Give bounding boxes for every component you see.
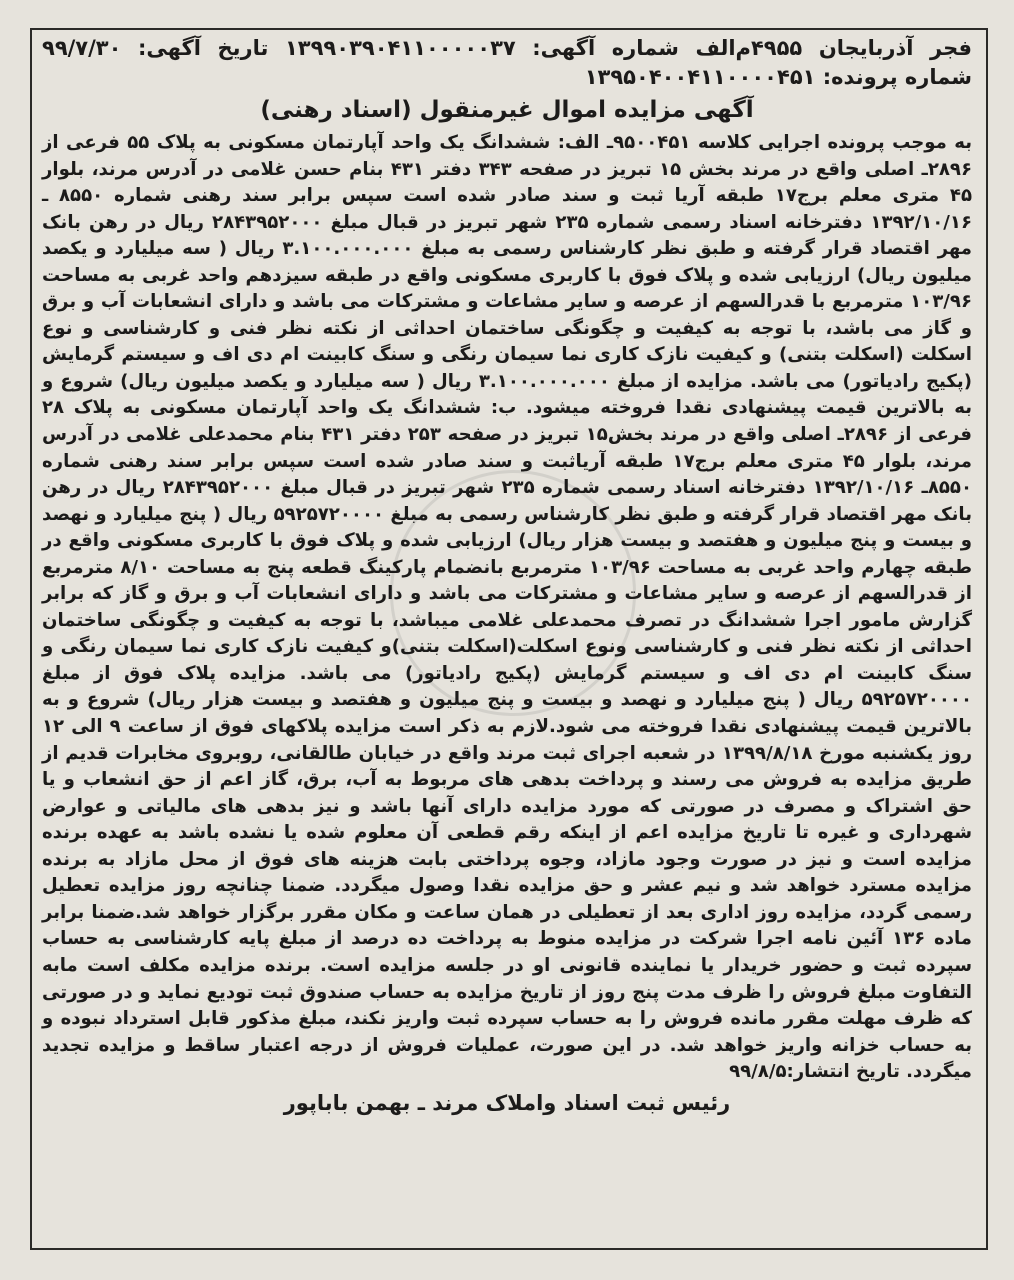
notice-title: آگهی مزایده اموال غیرمنقول (اسناد رهنی) [260, 97, 754, 123]
notice-body: به موجب پرونده اجرایی کلاسه ۹۵۰۰۴۵۱ـ الف: ششدانگ یک واحد آپارتمان مسکونی به پلاک ۵۵ فرعی از ۲۸۹۶ـ اصلی واقع در مرند بخش ۱۵ تبریز در صفحه ۳۴۳ دفتر ۴۳۱ بنام حسن غلامی در آدرس مرند، بلوار ۴۵ متری معلم برج۱۷ طبقه آریا ثبت و سند صادر شده است سپس برابر سند رهنی شماره ۸۵۵۰ ـ ۱۳۹۲/۱۰/۱۶ دفترخانه اسناد رسمی شماره ۲۳۵ شهر تبریز در قبال مبلغ ۲۸۴۳۹۵۲۰۰۰ ریال در رهن بانک مهر اقتصاد قرار گرفته و طبق نظر کارشناس رسمی به مبلغ ۳.۱۰۰.۰۰۰.۰۰۰ ریال ( سه میلیارد و یکصد میلیون ریال) ارزیابی شده و پلاک فوق با کاربری مسکونی واقع در طبقه سیزدهم واحد غربی به مساحت ۱۰۳/۹۶ مترمربع با قدرالسهم از عرصه و سایر مشاعات و مشترکات می باشد و دارای انشعابات آب و برق و گاز می باشد، با توجه به کیفیت و چگونگی ساختمان احداثی از نکته نظر فنی و کارشناسی و نوع اسکلت (اسکلت بتنی) و کیفیت نازک کاری نما سیمان رنگی و سنگ کابینت ام دی اف و سیستم گرمایش (پکیج رادیاتور) می باشد. مزایده از مبلغ ۳.۱۰۰.۰۰۰.۰۰۰ ریال ( سه میلیارد و یکصد میلیون ریال) شروع و به بالاترین قیمت پیشنهادی نقدا فروخته میشود. ب: ششدانگ یک واحد آپارتمان مسکونی به پلاک ۲۸ فرعی از ۲۸۹۶ـ اصلی واقع در مرند بخش۱۵ تبریز در صفحه ۲۵۳ دفتر ۴۳۱ بنام محمدعلی غلامی در آدرس مرند، بلوار ۴۵ متری معلم برج۱۷ طبقه آریاثبت و سند صادر شده است سپس برابر سند رهنی شماره ۸۵۵۰ـ ۱۳۹۲/۱۰/۱۶ دفترخانه اسناد رسمی شماره ۲۳۵ شهر تبریز در قبال مبلغ ۲۸۴۳۹۵۲۰۰۰ ریال در رهن بانک مهر اقتصاد قرار گرفته و طبق نظر کارشناس رسمی به مبلغ ۵۹۲۵۷۲۰۰۰۰ ریال ( پنج میلیارد و نهصد و بیست و پنج میلیون و هفتصد و بیست هزار ریال) ارزیابی شده و پلاک فوق با کاربری مسکونی واقع در طبقه چهارم واحد غربی به مساحت ۱۰۳/۹۶ مترمربع بانضمام پارکینگ قطعه پنج به مساحت ۸/۱۰ مترمربع از قدرالسهم از عرصه و سایر مشاعات و مشترکات می باشد و دارای انشعابات آب و برق و گاز که برابر گزارش مامور اجرا ششدانگ در تصرف محمدعلی غلامی میباشد، با توجه به کیفیت و چگونگی ساختمان احداثی از نکته نظر فنی و کارشناسی ونوع اسکلت(اسکلت بتنی)و کیفیت نازک کاری نما سیمان رنگی و سنگ کابینت ام دی اف و سیستم گرمایش (پکیج رادیاتور) می باشد. مزایده پلاک فوق از مبلغ ۵۹۲۵۷۲۰۰۰۰ ریال ( پنج میلیارد و نهصد و بیست و پنج میلیون و هفتصد و بیست هزار ریال) شروع و به بالاترین قیمت پیشنهادی نقدا فروخته می شود.لازم به ذکر است مزایده پلاکهای فوق از ساعت ۹ الی ۱۲ روز یکشنبه مورخ ۱۳۹۹/۸/۱۸ در شعبه اجرای ثبت مرند واقع در خیابان طالقانی، روبروی مخابرات قدیم از طریق مزایده به فروش می رسند و پرداخت بدهی های مربوط به آب، برق، گاز اعم از حق انشعاب و یا حق اشتراک و مصرف در صورتی که مورد مزایده دارای آنها باشد و نیز بدهی های مالیاتی و عوارض شهرداری و غیره تا تاریخ مزایده اعم از اینکه رقم قطعی آن معلوم شده یا نشده باشد به عهده برنده مزایده است و نیز در صورت وجود مازاد، وجوه پرداختی بابت هزینه های فوق از محل مازاد به برنده مزایده مسترد خواهد شد و نیم عشر و حق مزایده نقدا وصول میگردد. ضمنا چنانچه روز مزایده تعطیل رسمی گردد، مزایده روز اداری بعد از تعطیلی در همان ساعت و مکان مقرر برگزار خواهد شد.ضمنا برابر ماده ۱۳۶ آئین نامه اجرا شرکت در مزایده منوط به پرداخت ده درصد از مبلغ پایه کارشناسی به حساب سپرده ثبت و حضور خریدار یا نماینده قانونی او در جلسه مزایده است. برنده مزایده مکلف است مابه التفاوت مبلغ فروش را ظرف مدت پنج روز از تاریخ مزایده به حساب صندوق ثبت تودیع نماید و در صورتی که ظرف مهلت مقرر مانده فروش را به حساب سپرده ثبت واریز نکند، مبلغ مذکور قابل استرداد نبوده و به حساب خزانه واریز خواهد شد. در این صورت، عملیات فروش از درجه اعتبار ساقط و مزایده تجدید میگردد. تاریخ انتشار:۹۹/۸/۵ [42, 132, 973, 1083]
auction-notice [42, 34, 972, 1118]
notice-header: فجر آذربایجان ۴۹۵۵م‌الف شماره آگهی: ۱۳۹۹۰۳۹۰۴۱۱۰۰۰۰۰۳۷ تاریخ آگهی: ۹۹/۷/۳۰ شماره پرونده: ۱۳۹۵۰۴۰۰۴۱۱۰۰۰۰۴۵۱ [42, 36, 973, 89]
notice-signature: رئیس ثبت اسناد واملاک مرند ـ بهمن باباپور [283, 1090, 731, 1115]
